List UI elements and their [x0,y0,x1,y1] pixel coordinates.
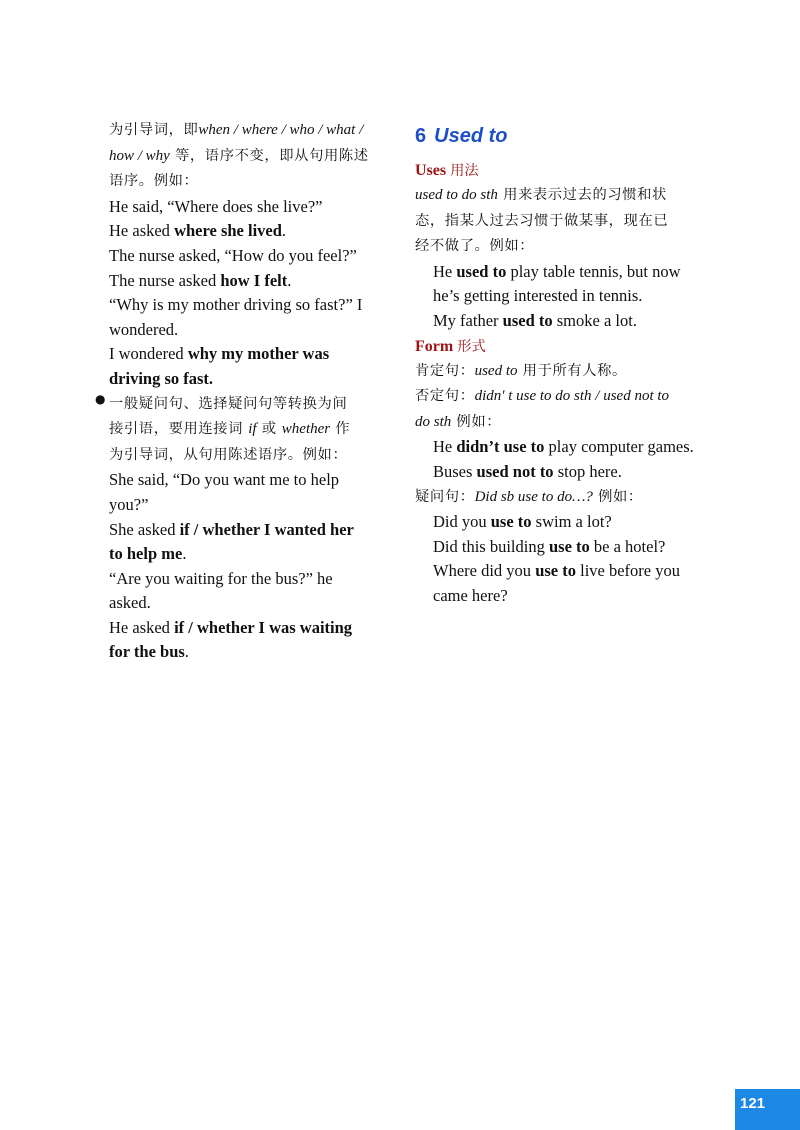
bullet-item [95,391,399,469]
bullet-line-2: 接引语，要用连接词 if 或 whether 作 [109,421,351,438]
example-reported: He asked where she lived. [109,221,287,241]
example-direct: The nurse asked, “How do you feel?” [109,245,357,265]
example-sentence: Where did you use to live before you [433,561,680,581]
example-sentence: he’s getting interested in tennis. [433,286,643,306]
page-number: 121 [735,1089,800,1130]
example-sentence: My father used to smoke a lot. [433,310,637,330]
example-direct: “Are you waiting for the bus?” he [109,568,333,588]
example-direct: She said, “Do you want me to help [109,470,340,490]
bullet-line-3: 为引导词，从句用陈述语序。例如： [109,446,348,463]
example-sentence: Did you use to swim a lot? [433,512,612,532]
uses-line-2: 态，指某人过去习惯于做某事，现在已 [415,212,669,229]
uses-line-3: 经不做了。例如： [415,238,535,255]
intro-line-3: 语序。例如： [109,173,199,190]
affirmative-line: 肯定句：used to 用于所有人称。 [415,362,627,379]
section-heading: 6 Used to [415,125,508,147]
example-reported: She asked if / whether I wanted her [109,519,354,539]
example-sentence: came here? [433,585,508,605]
example-reported: He asked if / whether I was waiting [109,617,353,637]
intro-line-2: how / why 等，语序不变，即从句用陈述 [109,147,369,164]
question-line: 疑问句：Did sb use to do…? 例如： [415,488,643,505]
uses-heading: Uses 用法 [415,162,479,179]
example-sentence: He didn’t use to play computer games. [433,437,694,457]
right-column [415,118,720,609]
example-sentence: He used to play table tennis, but now [433,261,681,281]
left-column [95,118,399,665]
intro-line-1: 为引导词，即when / where / who / what / [109,122,364,138]
uses-line-1: used to do sth 用来表示过去的习惯和状 [415,187,667,203]
example-direct: He said, “Where does she live?” [109,196,323,216]
bullet-line-1: 一般疑问句、选择疑问句等转换为间 [109,395,348,412]
example-direct: wondered. [109,319,179,339]
form-heading: Form 形式 [415,337,486,355]
negative-line-2: do sth 例如： [415,413,502,430]
example-reported: for the bus. [109,642,189,662]
example-direct: asked. [109,593,151,613]
example-direct: “Why is my mother driving so fast?” I [109,295,363,315]
example-direct: you?” [109,494,149,514]
example-reported: driving so fast. [109,368,214,388]
example-reported: The nurse asked how I felt. [109,270,292,290]
negative-line-1: 否定句：didn' t use to do sth / used not to [415,388,670,405]
example-reported: I wondered why my mother was [109,344,330,364]
example-reported: to help me. [109,544,187,564]
example-sentence: Buses used not to stop here. [433,461,622,481]
example-sentence: Did this building use to be a hotel? [433,536,666,556]
bullet-icon: ● [95,391,106,406]
